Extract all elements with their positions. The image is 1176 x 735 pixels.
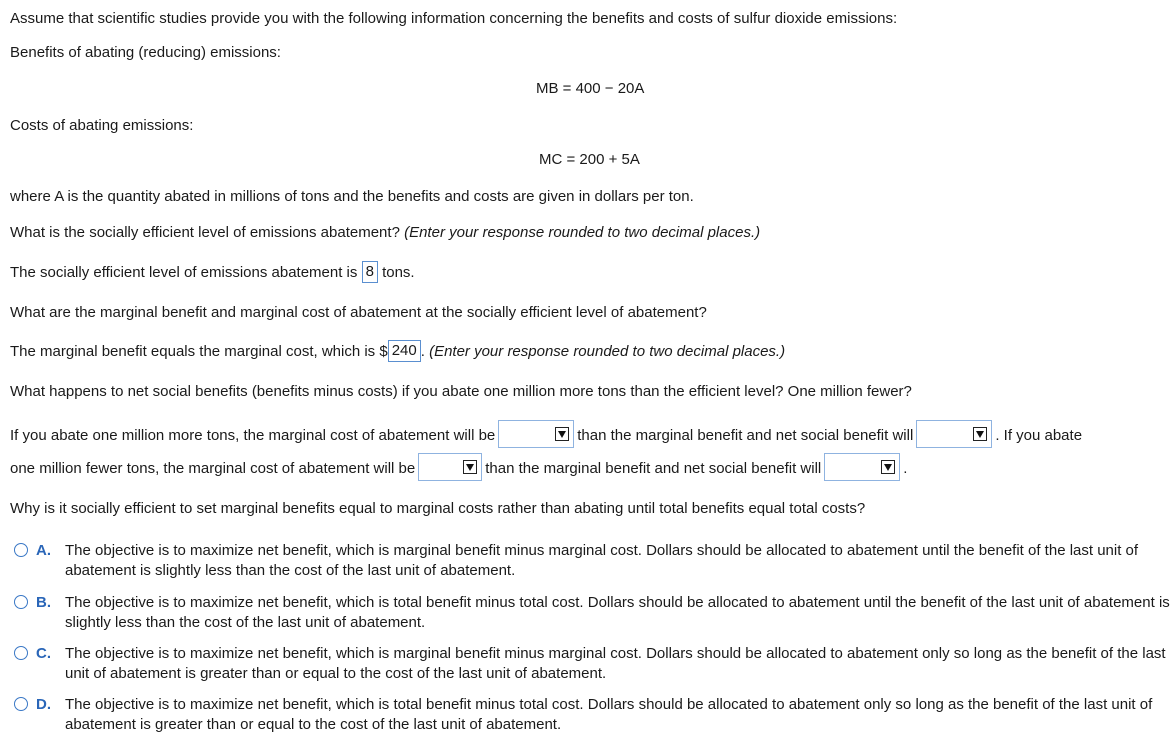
q3-line2-b: than the marginal benefit and net social benefit will (485, 459, 822, 477)
radio-c[interactable] (14, 646, 28, 660)
more-tons-benefit-dropdown[interactable] (916, 420, 992, 448)
q1-question (10, 223, 760, 243)
costs-label: Costs of abating emissions: (10, 117, 194, 134)
more-tons-cost-dropdown[interactable] (498, 420, 574, 448)
q1-question-text: What is the socially efficient level of emissions abatement? (10, 224, 400, 241)
radio-d[interactable] (14, 697, 28, 711)
radio-a[interactable] (14, 543, 28, 557)
option-d-text: The objective is to maximize net benefit, which is total benefit minus total cost. Dollars should be allocated to abatement only so long as the benefit of the last unit of abatement is greater than or equal to the cost of the last unit of abatement. (65, 696, 1153, 733)
intro-text: Assume that scientific studies provide you with the following information concerning the benefits and costs of sulfur dioxide emissions: (10, 10, 898, 27)
option-b-text: The objective is to maximize net benefit, which is total benefit minus total cost. Dollars should be allocated to abatement until the benefit of the last unit of abatement is slightly less than the cost of the last unit of abatement. (65, 594, 1170, 631)
q1-answer-line (10, 263, 415, 283)
q3-line1-b: than the marginal benefit and net social benefit will (577, 426, 914, 444)
q3-line2-a: one million fewer tons, the marginal cost of abatement will be (10, 459, 416, 477)
q2-hint: (Enter your response rounded to two decimal places.) (429, 343, 786, 360)
q2-question: What are the marginal benefit and marginal cost of abatement at the socially efficient level of abatement? (10, 304, 707, 321)
option-d-letter: D. (36, 696, 51, 713)
q4-question: Why is it socially efficient to set marginal benefits equal to marginal costs rather than abating until total benefits equal total costs? (10, 500, 866, 517)
dropdown-arrow-icon (881, 460, 895, 474)
q3-line1-a: If you abate one million more tons, the marginal cost of abatement will be (10, 426, 496, 444)
dropdown-arrow-icon (973, 427, 987, 441)
abatement-answer-box[interactable]: 8 (362, 261, 378, 283)
mb-mc-answer-box[interactable]: 240 (388, 340, 421, 362)
q1-hint: (Enter your response rounded to two decimal places.) (404, 224, 761, 241)
where-text: where A is the quantity abated in millions of tons and the benefits and costs are given in dollars per ton. (10, 188, 694, 205)
option-b-letter: B. (36, 594, 51, 611)
q3-line1 (10, 424, 1082, 448)
q3-line2 (10, 457, 907, 481)
q3-line1-c: . If you abate (995, 426, 1083, 444)
q2-answer-suffix: . (420, 343, 425, 360)
q3-question: What happens to net social benefits (benefits minus costs) if you abate one million more tons than the efficient level? One million fewer? (10, 383, 912, 400)
benefits-label: Benefits of abating (reducing) emissions: (10, 44, 281, 61)
q3-line2-c: . (903, 459, 908, 477)
q2-answer-prefix: The marginal benefit equals the marginal cost, which is $ (10, 343, 388, 360)
fewer-tons-benefit-dropdown[interactable] (824, 453, 900, 481)
q2-answer-line (10, 342, 785, 362)
q1-answer-prefix: The socially efficient level of emissions abatement is (10, 264, 358, 281)
option-a-letter: A. (36, 542, 51, 559)
dropdown-arrow-icon (463, 460, 477, 474)
mc-equation: MC = 200 + 5A (539, 151, 640, 168)
q1-answer-suffix: tons. (382, 264, 415, 281)
option-a-text: The objective is to maximize net benefit, which is marginal benefit minus marginal cost. Dollars should be allocated to abatement until the benefit of the last unit of abatement is slightly less than the cost of the last unit of abatement. (65, 542, 1139, 579)
option-c-letter: C. (36, 645, 51, 662)
option-c-text: The objective is to maximize net benefit, which is marginal benefit minus marginal cost. Dollars should be allocated to abatement only so long as the benefit of the last unit of abatement is greater than or equal to the cost of the last unit of abatement. (65, 645, 1166, 682)
mb-equation: MB = 400 − 20A (536, 80, 645, 97)
radio-b[interactable] (14, 595, 28, 609)
fewer-tons-cost-dropdown[interactable] (418, 453, 482, 481)
dropdown-arrow-icon (555, 427, 569, 441)
